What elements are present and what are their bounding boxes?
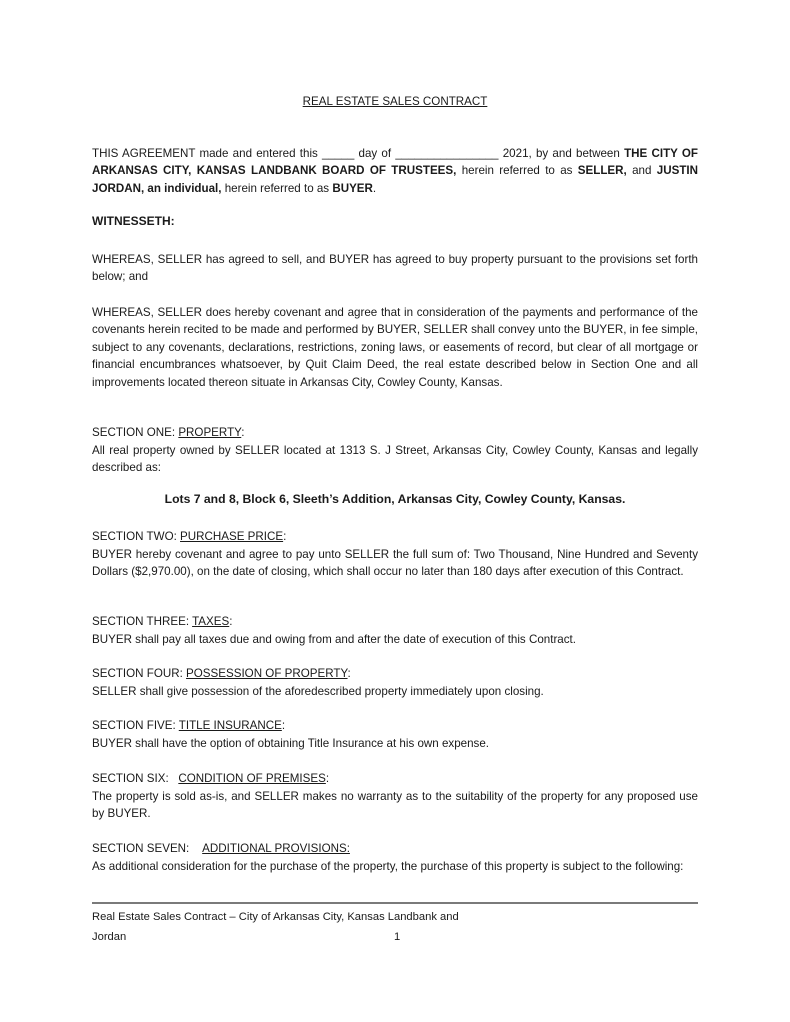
section-five-heading: SECTION FIVE: TITLE INSURANCE: (92, 719, 286, 732)
document-title: REAL ESTATE SALES CONTRACT (302, 95, 488, 108)
whereas-paragraph-1: WHEREAS, SELLER has agreed to sell, and BUYER has agreed to buy property pursuant to the provisions set forth below; and (92, 253, 698, 284)
section-six-heading: SECTION SIX: CONDITION OF PREMISES: (92, 772, 330, 785)
section-seven-body: As additional consideration for the purchase of the property, the purchase of this property is subject to the following: (92, 860, 684, 873)
buyer-label: BUYER (332, 181, 373, 195)
buyer-name: JUSTIN JORDAN, an individual, (92, 164, 698, 195)
section-three-heading: SECTION THREE: TAXES: (92, 615, 233, 628)
page-number: 1 (394, 931, 401, 943)
section-seven-heading: SECTION SEVEN: ADDITIONAL PROVISIONS: (92, 842, 350, 855)
section-two-heading: SECTION TWO: PURCHASE PRICE: (92, 530, 287, 543)
section-six-body: The property is sold as-is, and SELLER makes no warranty as to the suitability of the property for any proposed use by BUYER. (92, 790, 698, 821)
footer-divider (92, 902, 698, 904)
whereas-paragraph-2: WHEREAS, SELLER does hereby covenant and agree that in consideration of the payments and performance of the covenants herein recited to be made and performed by BUYER, SELLER shall convey unto the BUYER, in fee simple, subject to any covenants, declarations, restrictions, zoning laws, or easements of record, but clear of all mortgage or financial encumbrances whatsoever, by Quit Claim Deed, the real estate described below in Section One and all improvements located thereon situate in Arkansas City, Cowley County, Kansas. (92, 306, 698, 389)
section-four-heading: SECTION FOUR: POSSESSION OF PROPERTY: (92, 667, 351, 680)
seller-label: SELLER, (577, 164, 627, 178)
section-three-body: BUYER shall pay all taxes due and owing from and after the date of execution of this Contract. (92, 633, 576, 646)
section-one-body: All real property owned by SELLER located at 1313 S. J Street, Arkansas City, Cowley County, Kansas and legally described as: (92, 444, 698, 475)
footer-line-1: Real Estate Sales Contract – City of Arkansas City, Kansas Landbank and (92, 911, 459, 923)
legal-description: Lots 7 and 8, Block 6, Sleeth’s Addition, Arkansas City, Cowley County, Kansas. (164, 492, 626, 506)
section-two-body: BUYER hereby covenant and agree to pay unto SELLER the full sum of: Two Thousand, Nine Hundred and Seventy Dollars ($2,970.00), on the date of closing, which shall occur no later than 180 days after execution of this Contract. (92, 548, 698, 579)
seller-name: THE CITY OF ARKANSAS CITY, KANSAS LANDBANK BOARD OF TRUSTEES, (92, 147, 698, 178)
witnesseth-heading: WITNESSETH: (92, 214, 175, 228)
section-four-body: SELLER shall give possession of the aforedescribed property immediately upon closing. (92, 685, 544, 698)
section-five-body: BUYER shall have the option of obtaining Title Insurance at his own expense. (92, 737, 490, 750)
page-footer (92, 907, 698, 947)
footer-line-2: Jordan (92, 931, 127, 943)
intro-paragraph: THIS AGREEMENT made and entered this _____ day of ________________ 2021, by and between THE CITY OF ARKANSAS CITY, KANSAS LANDBANK BOARD OF TRUSTEES, herein referred to as SELLER, and JUSTIN JORDAN, an individual, herein referred to as BUYER. (92, 147, 698, 195)
section-one-heading: SECTION ONE: PROPERTY: (92, 426, 245, 439)
